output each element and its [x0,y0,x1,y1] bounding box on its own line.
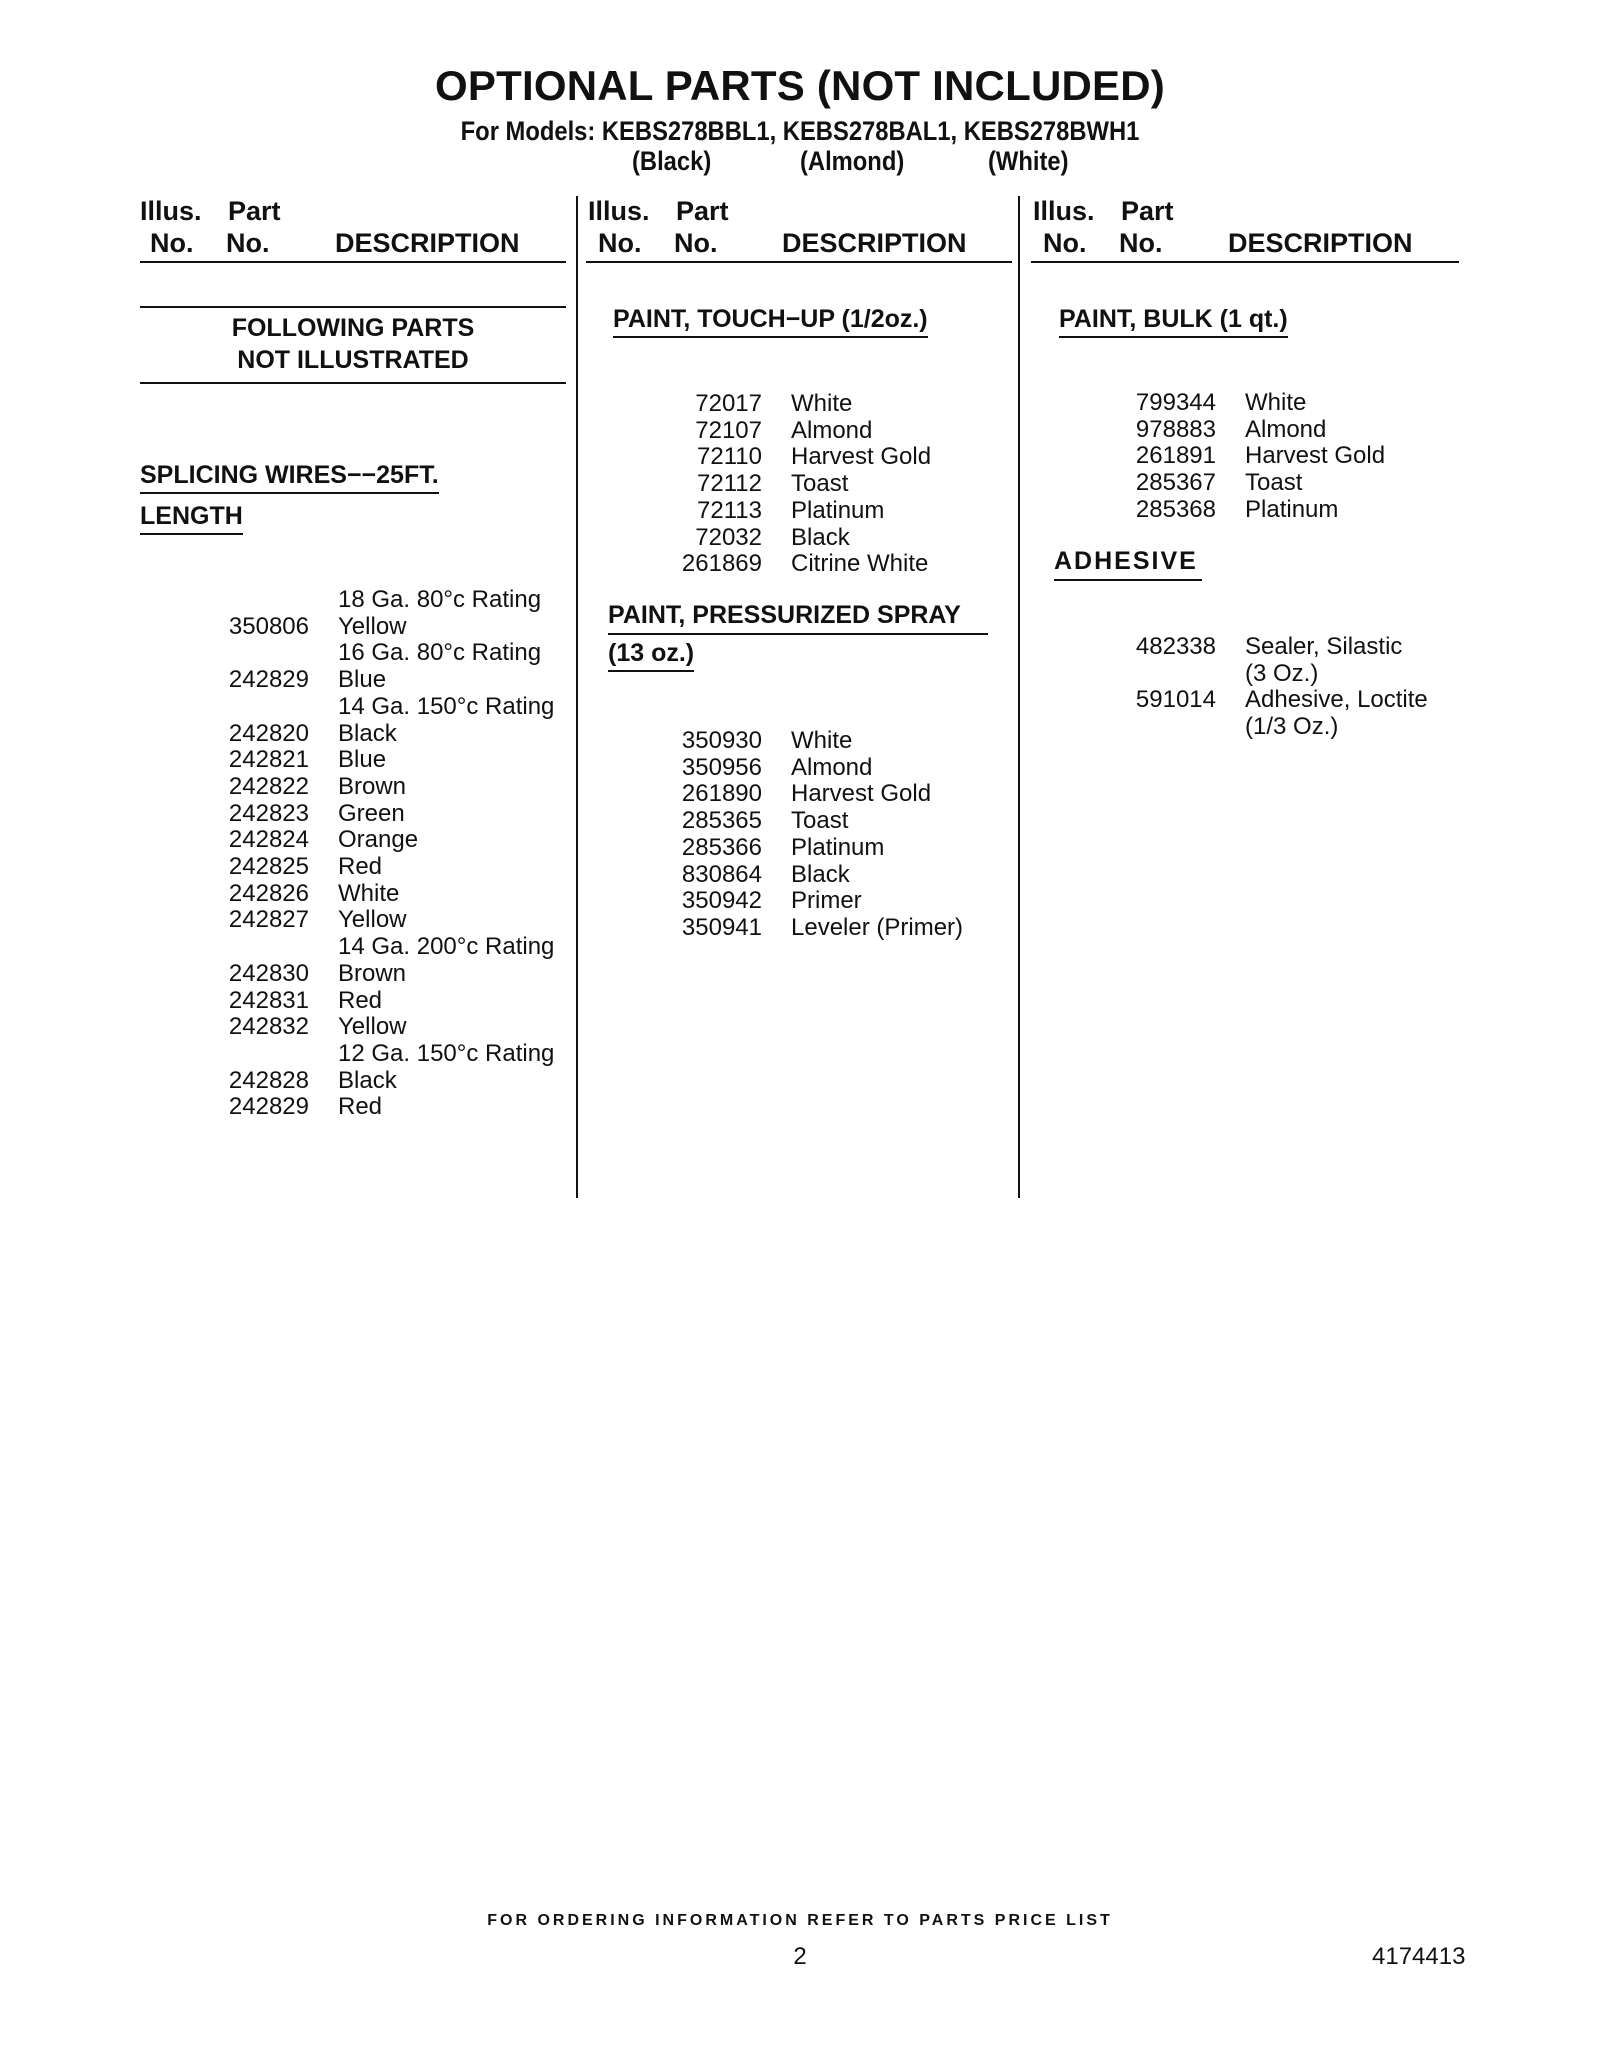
part-number: 285368 [1135,495,1216,523]
part-number: 72017 [695,390,762,417]
part-description: Red [338,853,383,880]
section-heading-splicing-wires-length: LENGTH [140,502,243,535]
part-number: 285367 [1135,469,1216,497]
part-number: 350956 [681,753,762,781]
part-number: 261890 [681,780,762,808]
part-number: 72113 [697,496,762,524]
part-description: Green [338,799,405,827]
list-item [0,835,1600,862]
illus-label: Illus. [588,196,650,226]
part-number: 242830 [228,959,309,987]
part-description: Red [338,1093,383,1121]
section-heading-paint-spray-size: (13 oz.) [608,639,694,672]
part-description: Adhesive, Loctite [1245,686,1428,714]
part-description: Harvest Gold [791,780,932,808]
section-heading-adhesive: ADHESIVE [1054,547,1202,581]
part-number: 261869 [681,550,762,578]
part-no-label: No. [674,228,718,258]
list-item [0,1041,1600,1068]
part-description: White [791,390,853,417]
part-description: Platinum [791,833,885,861]
not-illustrated-banner-line1: FOLLOWING PARTS [231,314,475,342]
part-number: 72032 [695,523,762,551]
illus-no-label: No. [598,228,642,258]
part-description: Toast [1245,469,1303,497]
part-description: Toast [791,807,849,835]
list-item [0,634,1600,661]
part-number: 242832 [228,1013,309,1041]
list-item [0,1068,1600,1095]
part-description: Yellow [338,612,407,640]
part-description: Citrine White [791,550,929,578]
part-number: 350806 [228,612,309,640]
part-description: Yellow [338,1013,407,1041]
list-item [0,714,1600,741]
part-description: Harvest Gold [1245,442,1386,470]
list-item [0,390,1600,417]
list-item [0,915,1600,942]
part-description: 14 Ga. 200°c Rating [338,933,555,961]
part-no-label: No. [1119,228,1163,258]
part-description: Primer [791,887,862,915]
part-description: Black [338,719,397,747]
part-number: 242825 [228,853,309,880]
part-number: 799344 [1135,389,1216,416]
part-description: 16 Ga. 80°c Rating [338,639,542,667]
list-item [0,525,1600,552]
not-illustrated-banner-line2: NOT ILLUSTRATED [237,346,469,374]
part-description: (1/3 Oz.) [1245,713,1339,741]
list-item [0,755,1600,782]
part-description: Toast [791,470,849,498]
part-label: Part [1121,196,1174,226]
part-description: Blue [338,746,387,774]
page-title: OPTIONAL PARTS (NOT INCLUDED) [435,62,1165,109]
part-description: 18 Ga. 80°c Rating [338,586,542,613]
part-description: Almond [791,416,873,444]
models-line: For Models: KEBS278BBL1, KEBS278BAL1, KEBS278BWH1 [460,116,1140,146]
banner-rule-top [140,306,566,308]
part-description: Red [338,986,383,1014]
part-description: Platinum [1245,495,1339,523]
header-rule-2 [586,261,1012,263]
part-description: Blue [338,666,387,694]
section-heading-paint-touch-up: PAINT, TOUCH−UP (1/2oz.) [613,305,928,338]
part-description: Almond [1245,415,1327,443]
part-number: 242823 [228,799,309,827]
document-number: 4174413 [1372,1943,1466,1970]
part-number: 350941 [681,913,762,941]
part-number: 242821 [228,746,309,774]
part-number: 72107 [695,416,762,444]
part-number: 261891 [1135,442,1216,470]
part-description: Platinum [791,496,885,524]
part-description: White [791,727,853,754]
banner-rule-bottom [140,382,566,384]
part-description: Black [791,860,850,888]
part-description: (3 Oz.) [1245,659,1319,687]
ordering-note: FOR ORDERING INFORMATION REFER TO PARTS PRICE LIST [487,1912,1113,1929]
part-description: Brown [338,772,407,800]
list-item [0,808,1600,835]
part-description: Harvest Gold [791,443,932,471]
color-label-almond: (Almond) [800,146,905,176]
illus-label: Illus. [1033,196,1095,226]
part-number: 242828 [228,1066,309,1094]
part-description: Almond [791,753,873,781]
description-label: DESCRIPTION [1228,228,1413,258]
list-item [0,961,1600,988]
part-description: White [338,879,400,907]
part-description: 14 Ga. 150°c Rating [338,692,555,720]
list-item [0,443,1600,470]
part-number: 285365 [681,807,762,835]
part-number: 978883 [1135,415,1216,443]
color-label-white: (White) [988,146,1069,176]
part-number: 72112 [697,470,762,498]
list-item [0,781,1600,808]
part-number: 72110 [697,443,762,471]
part-description: Brown [338,959,407,987]
header-rule-1 [140,261,566,263]
part-number: 242824 [228,826,309,854]
list-item [0,687,1600,714]
list-item [0,988,1600,1015]
description-label: DESCRIPTION [782,228,967,258]
part-description: 12 Ga. 150°c Rating [338,1039,555,1067]
part-description: Orange [338,826,419,854]
list-item [0,417,1600,444]
part-description: Leveler (Primer) [791,913,964,941]
part-number: 285366 [681,833,762,861]
part-number: 242829 [228,666,309,694]
part-number: 242826 [228,879,309,907]
illus-no-label: No. [1043,228,1087,258]
part-number: 591014 [1135,686,1216,714]
section-heading-paint-bulk: PAINT, BULK (1 qt.) [1059,305,1288,338]
page-number: 2 [793,1943,807,1970]
color-label-black: (Black) [632,146,712,176]
list-item [0,661,1600,688]
list-item [0,1094,1600,1121]
header-rule-3 [1031,261,1459,263]
section-heading-paint-spray: PAINT, PRESSURIZED SPRAY [608,601,988,635]
list-item [0,862,1600,889]
part-label: Part [676,196,729,226]
illus-no-label: No. [150,228,194,258]
part-number: 482338 [1135,633,1216,660]
illus-label: Illus. [140,196,202,226]
part-number: 242827 [228,906,309,934]
list-item [0,551,1600,578]
part-description: Black [338,1066,397,1094]
part-number: 830864 [681,860,762,888]
section-heading-splicing-wires: SPLICING WIRES−−25FT. [140,461,439,494]
part-number: 242831 [228,986,309,1014]
part-description: White [1245,389,1307,416]
part-number: 242822 [228,772,309,800]
part-number: 350942 [681,887,762,915]
part-label: Part [228,196,281,226]
list-item [0,497,1600,524]
part-number: 242820 [228,719,309,747]
part-description: Black [791,523,850,551]
list-item [0,1014,1600,1041]
list-item [0,888,1600,915]
part-number: 350930 [681,727,762,754]
description-label: DESCRIPTION [335,228,520,258]
part-description: Sealer, Silastic [1245,633,1403,660]
part-number: 242829 [228,1093,309,1121]
part-description: Yellow [338,906,407,934]
part-no-label: No. [226,228,270,258]
list-item [0,470,1600,497]
